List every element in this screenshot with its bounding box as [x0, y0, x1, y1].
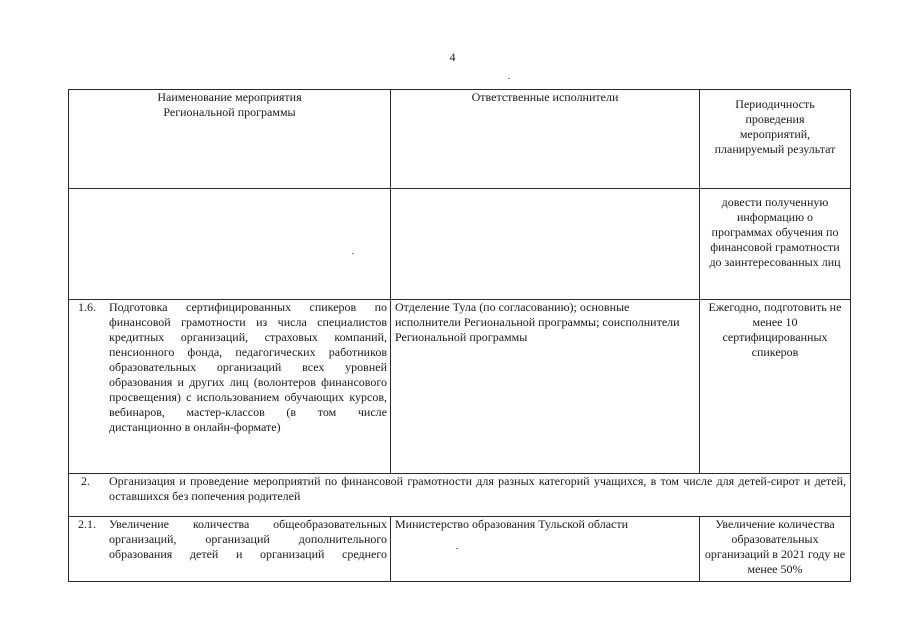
row-number: 1.6.: [78, 300, 96, 314]
cell-empty: [391, 189, 700, 300]
header-name-text: Наименование мероприятия Региональной программы: [157, 90, 302, 119]
table-row-continuation: [69, 189, 851, 300]
row-name: Подготовка сертифицированных спикеров по финансовой грамотности из числа специалистов кредитных организаций, страховых компаний, пенсионного фонда, педагогических работников образовательных организаций всех уровней образования и других лиц (волонтеров финансового просвещения) с использованием обучающих курсов, вебинаров, мастер-классов (в том числе дистанционно в онлайн-формате): [109, 300, 387, 434]
table-header-row: [69, 90, 851, 189]
program-table: [68, 89, 851, 582]
scan-speck: [352, 253, 354, 254]
table-row: [69, 517, 851, 582]
cell-name: [69, 517, 391, 582]
header-cell-executors: [391, 90, 700, 189]
cell-empty: [69, 189, 391, 300]
row-executors: Министерство образования Тульской области: [395, 517, 629, 531]
continuation-result-text: довести полученную информацию о программах обучения по финансовой грамотности до заинтересованных лиц: [709, 195, 841, 269]
page-number: 4: [449, 50, 456, 64]
cell-name: [69, 300, 391, 474]
section-title: Организация и проведение мероприятий по финансовой грамотности для разных категорий учащихся, в том числе для детей-сирот и детей, оставшихся без попечения родителей: [109, 474, 846, 503]
cell-executors: [391, 517, 700, 582]
row-number: 2.: [81, 474, 90, 488]
cell-result: [700, 300, 851, 474]
header-executors-text: Ответственные исполнители: [471, 90, 619, 104]
header-cell-result: [700, 90, 851, 189]
header-result-text: Периодичность проведения мероприятий, планируемый результат: [714, 97, 836, 156]
row-result: Увеличение количества образовательных организаций в 2021 году не менее 50%: [704, 517, 846, 576]
table-row-section: [69, 474, 851, 517]
row-name: Увеличение количества общеобразовательных организаций, организаций дополнительного образования детей и организаций среднего: [109, 517, 387, 561]
scan-speck: [508, 78, 510, 79]
cell-section: [69, 474, 851, 517]
row-number: 2.1.: [78, 517, 96, 531]
row-executors: Отделение Тула (по согласованию); основные исполнители Региональной программы; соисполнители Региональной программы: [395, 300, 680, 344]
header-cell-name: [69, 90, 391, 189]
row-result: Ежегодно, подготовить не менее 10 сертифицированных спикеров: [708, 300, 842, 359]
cell-result: [700, 189, 851, 300]
scan-speck: [456, 548, 458, 549]
cell-result: [700, 517, 851, 582]
table-row: [69, 300, 851, 474]
cell-executors: [391, 300, 700, 474]
